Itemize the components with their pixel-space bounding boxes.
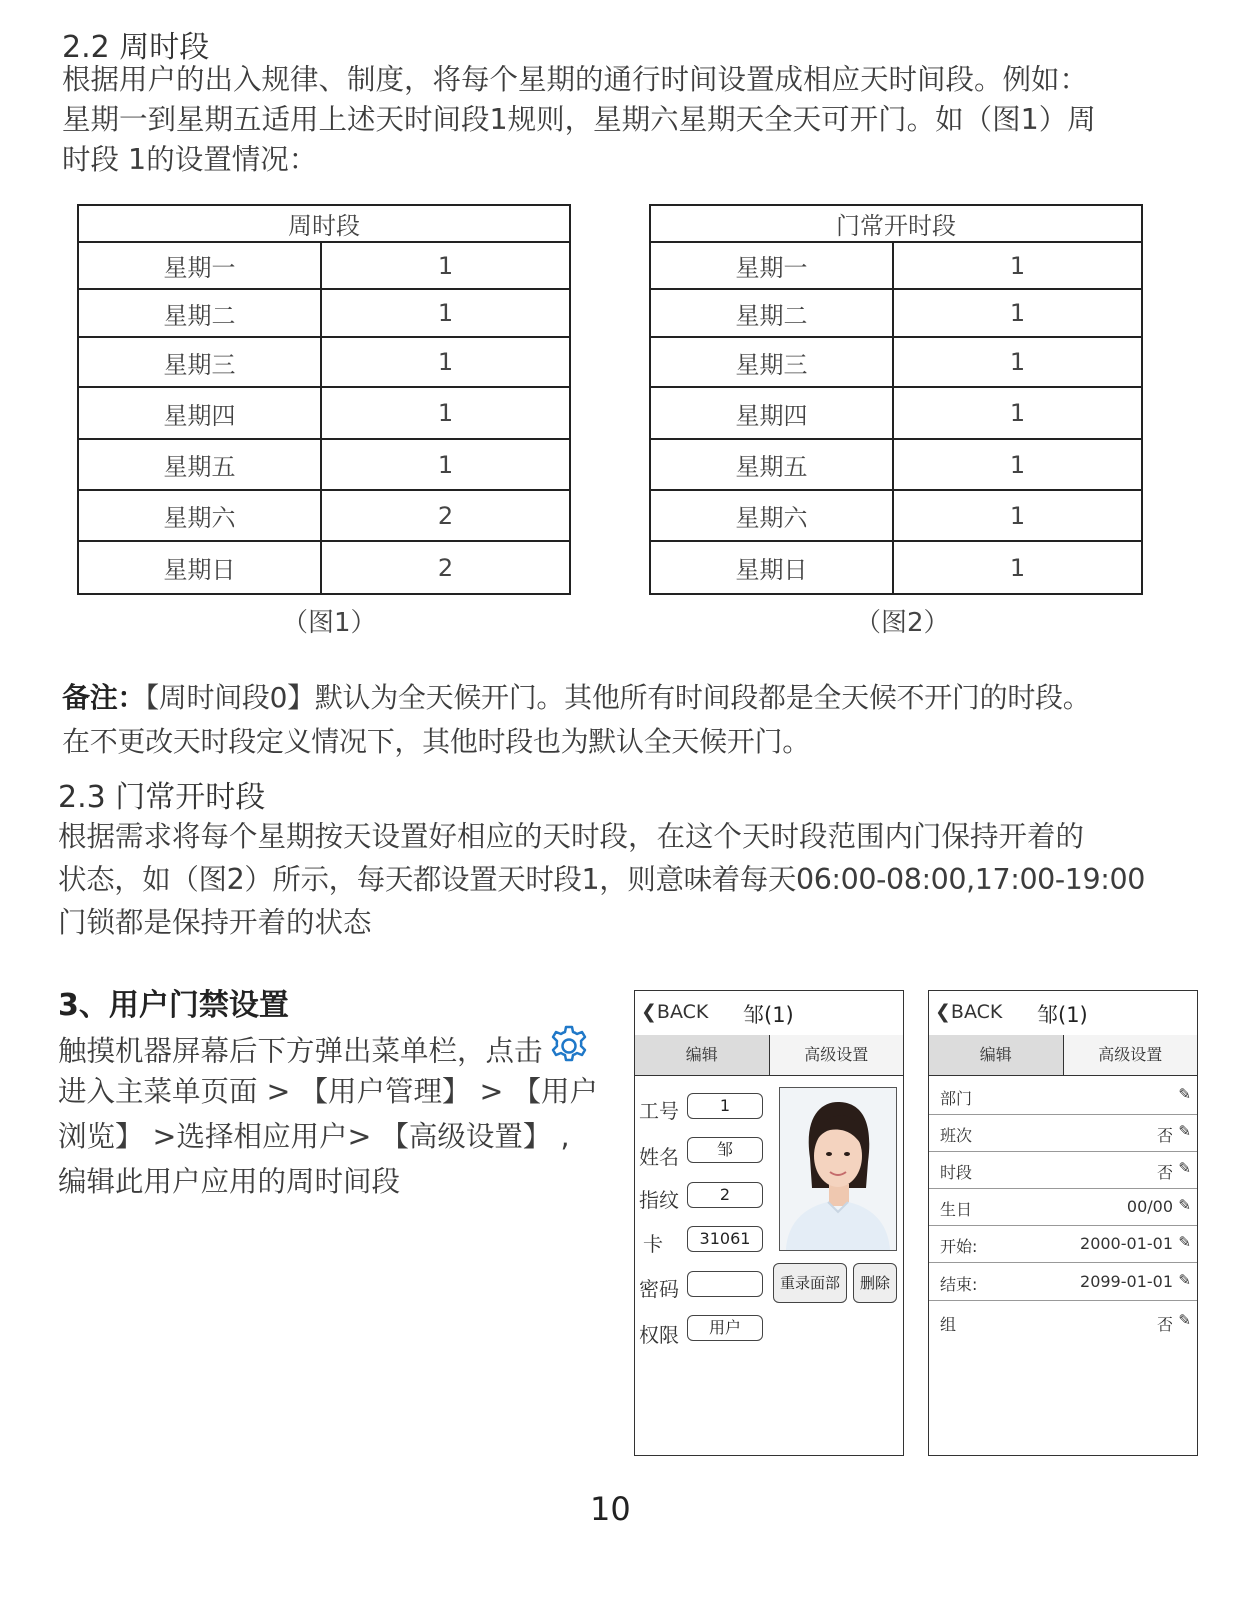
setting-row-period[interactable] [929,1151,1197,1189]
setting-label: 时段 [940,1163,973,1182]
paragraph-line: 浏览】 >选择相应用户> 【高级设置】 , [58,1120,570,1153]
pencil-icon[interactable]: ✎ [1178,1196,1191,1214]
table-cell-day: 星期三 [78,337,321,387]
section-2-3-paragraph [58,815,1145,944]
setting-row-shift[interactable] [929,1114,1197,1152]
setting-label: 开始: [940,1237,978,1256]
paragraph-line: 门锁都是保持开着的状态 [58,906,372,939]
note-line-2: 在不更改天时段定义情况下，其他时段也为默认全天候开门。 [62,725,810,758]
table-cell-value: 1 [893,490,1142,541]
table-cell-value: 1 [893,289,1142,337]
table-cell-day: 星期四 [650,387,893,439]
setting-value: 否 [1156,1315,1173,1334]
tab-advanced-settings[interactable]: 高级设置 [1064,1035,1198,1075]
note-label: 备注： [62,681,146,714]
page-number: 10 [590,1490,631,1528]
table-cell-day: 星期五 [650,439,893,490]
table-cell-day: 星期三 [650,337,893,387]
setting-value: 2099-01-01 [1080,1272,1173,1291]
table-cell-value: 2 [321,541,570,594]
back-button[interactable]: ❮BACK [641,1001,709,1023]
table-title: 门常开时段 [650,205,1142,242]
password-field[interactable] [687,1271,763,1297]
setting-value: 否 [1156,1126,1173,1145]
section-3-paragraph [58,1024,598,1204]
pencil-icon[interactable]: ✎ [1178,1311,1191,1329]
field-label-name: 姓名 [639,1145,679,1169]
figure-2-caption: （图2） [855,608,950,638]
paragraph-line: 触摸机器屏幕后下方弹出菜单栏，点击 [58,1034,543,1068]
paragraph-line: 根据用户的出入规律、制度，将每个星期的通行时间设置成相应天时间段。例如： [62,63,1089,96]
screen-tabs [929,1035,1197,1076]
pencil-icon[interactable]: ✎ [1178,1122,1191,1140]
table-cell-value: 1 [321,337,570,387]
section-2-3-heading: 2.3 门常开时段 [58,780,266,815]
paragraph-line: 时段 1的设置情况： [62,143,318,176]
employee-id-field[interactable]: 1 [687,1093,763,1119]
door-open-period-table [649,204,1143,595]
table-cell-day: 星期六 [78,490,321,541]
note-block [62,678,1090,762]
user-photo [779,1087,897,1251]
table-cell-value: 1 [321,242,570,289]
permission-field[interactable]: 用户 [687,1315,763,1341]
screen-tabs [635,1035,903,1076]
setting-label: 结束: [940,1275,978,1294]
screen-title: 邹(1) [743,1003,794,1027]
table-cell-value: 1 [893,387,1142,439]
field-label-employee-id: 工号 [639,1099,679,1123]
setting-label: 部门 [940,1089,973,1108]
section-2-2-heading: 2.2 周时段 [62,30,210,65]
table-cell-day: 星期六 [650,490,893,541]
section-3-heading: 3、用户门禁设置 [58,988,289,1023]
pencil-icon[interactable]: ✎ [1178,1085,1191,1103]
field-label-password: 密码 [639,1277,679,1301]
user-edit-screen [634,990,904,1456]
table-cell-value: 1 [321,387,570,439]
chevron-left-icon: ❮ [641,1001,657,1023]
table-cell-day: 星期四 [78,387,321,439]
name-field[interactable]: 邹 [687,1137,763,1163]
paragraph-line: 编辑此用户应用的周时间段 [58,1165,401,1198]
setting-row-birthday[interactable] [929,1188,1197,1226]
note-line-1: 【周时间段0】默认为全天候开门。其他所有时间段都是全天候不开门的时段。 [145,681,1091,714]
table-cell-day: 星期一 [650,242,893,289]
advanced-settings-screen [928,990,1198,1456]
setting-value: 否 [1156,1163,1173,1182]
re-enroll-face-button[interactable]: 重录面部 [773,1263,847,1303]
setting-row-start[interactable] [929,1225,1197,1263]
paragraph-line: 星期一到星期五适用上述天时间段1规则，星期六星期天全天可开门。如（图1）周 [62,103,1096,136]
chevron-left-icon: ❮ [935,1001,951,1023]
screen-header [635,991,903,1036]
setting-row-group[interactable] [929,1303,1197,1340]
card-field[interactable]: 31061 [687,1226,763,1252]
setting-label: 组 [940,1315,957,1334]
section-2-2-paragraph [62,60,1096,180]
screen-title: 邹(1) [1037,1003,1088,1027]
tab-edit[interactable]: 编辑 [635,1035,770,1075]
setting-value: 2000-01-01 [1080,1234,1173,1253]
fingerprint-field[interactable]: 2 [687,1182,763,1208]
tab-edit[interactable]: 编辑 [929,1035,1064,1075]
setting-value: 00/00 [1126,1197,1173,1216]
pencil-icon[interactable]: ✎ [1178,1271,1191,1289]
pencil-icon[interactable]: ✎ [1178,1233,1191,1251]
tab-advanced-settings[interactable]: 高级设置 [770,1035,904,1075]
field-label-fingerprint: 指纹 [639,1188,679,1212]
table-cell-value: 1 [893,337,1142,387]
table-cell-day: 星期日 [650,541,893,594]
field-label-permission: 权限 [639,1323,679,1347]
setting-row-department[interactable] [929,1077,1197,1115]
table-cell-value: 1 [321,439,570,490]
setting-row-end[interactable] [929,1263,1197,1301]
table-cell-value: 1 [321,289,570,337]
paragraph-line: 根据需求将每个星期按天设置好相应的天时段，在这个天时段范围内门保持开着的 [58,820,1085,853]
figure-1-caption: （图1） [282,608,377,638]
pencil-icon[interactable]: ✎ [1178,1159,1191,1177]
table-cell-value: 1 [893,541,1142,594]
table-cell-day: 星期五 [78,439,321,490]
table-cell-value: 2 [321,490,570,541]
table-cell-day: 星期二 [650,289,893,337]
week-period-table [77,204,571,595]
paragraph-line: 进入主菜单页面 > 【用户管理】 > 【用户 [58,1075,598,1108]
screen-header [929,991,1197,1036]
delete-button[interactable]: 删除 [853,1263,897,1303]
table-cell-day: 星期日 [78,541,321,594]
paragraph-line: 状态，如（图2）所示，每天都设置天时段1，则意味着每天06:00-08:00,17:00-19:00 [58,863,1145,896]
table-title: 周时段 [78,205,570,242]
table-cell-value: 1 [893,242,1142,289]
table-cell-day: 星期一 [78,242,321,289]
table-cell-day: 星期二 [78,289,321,337]
setting-label: 生日 [940,1200,973,1219]
setting-label: 班次 [940,1126,973,1145]
field-label-card: 卡 [643,1232,663,1256]
table-cell-value: 1 [893,439,1142,490]
back-button[interactable]: ❮BACK [935,1001,1003,1023]
